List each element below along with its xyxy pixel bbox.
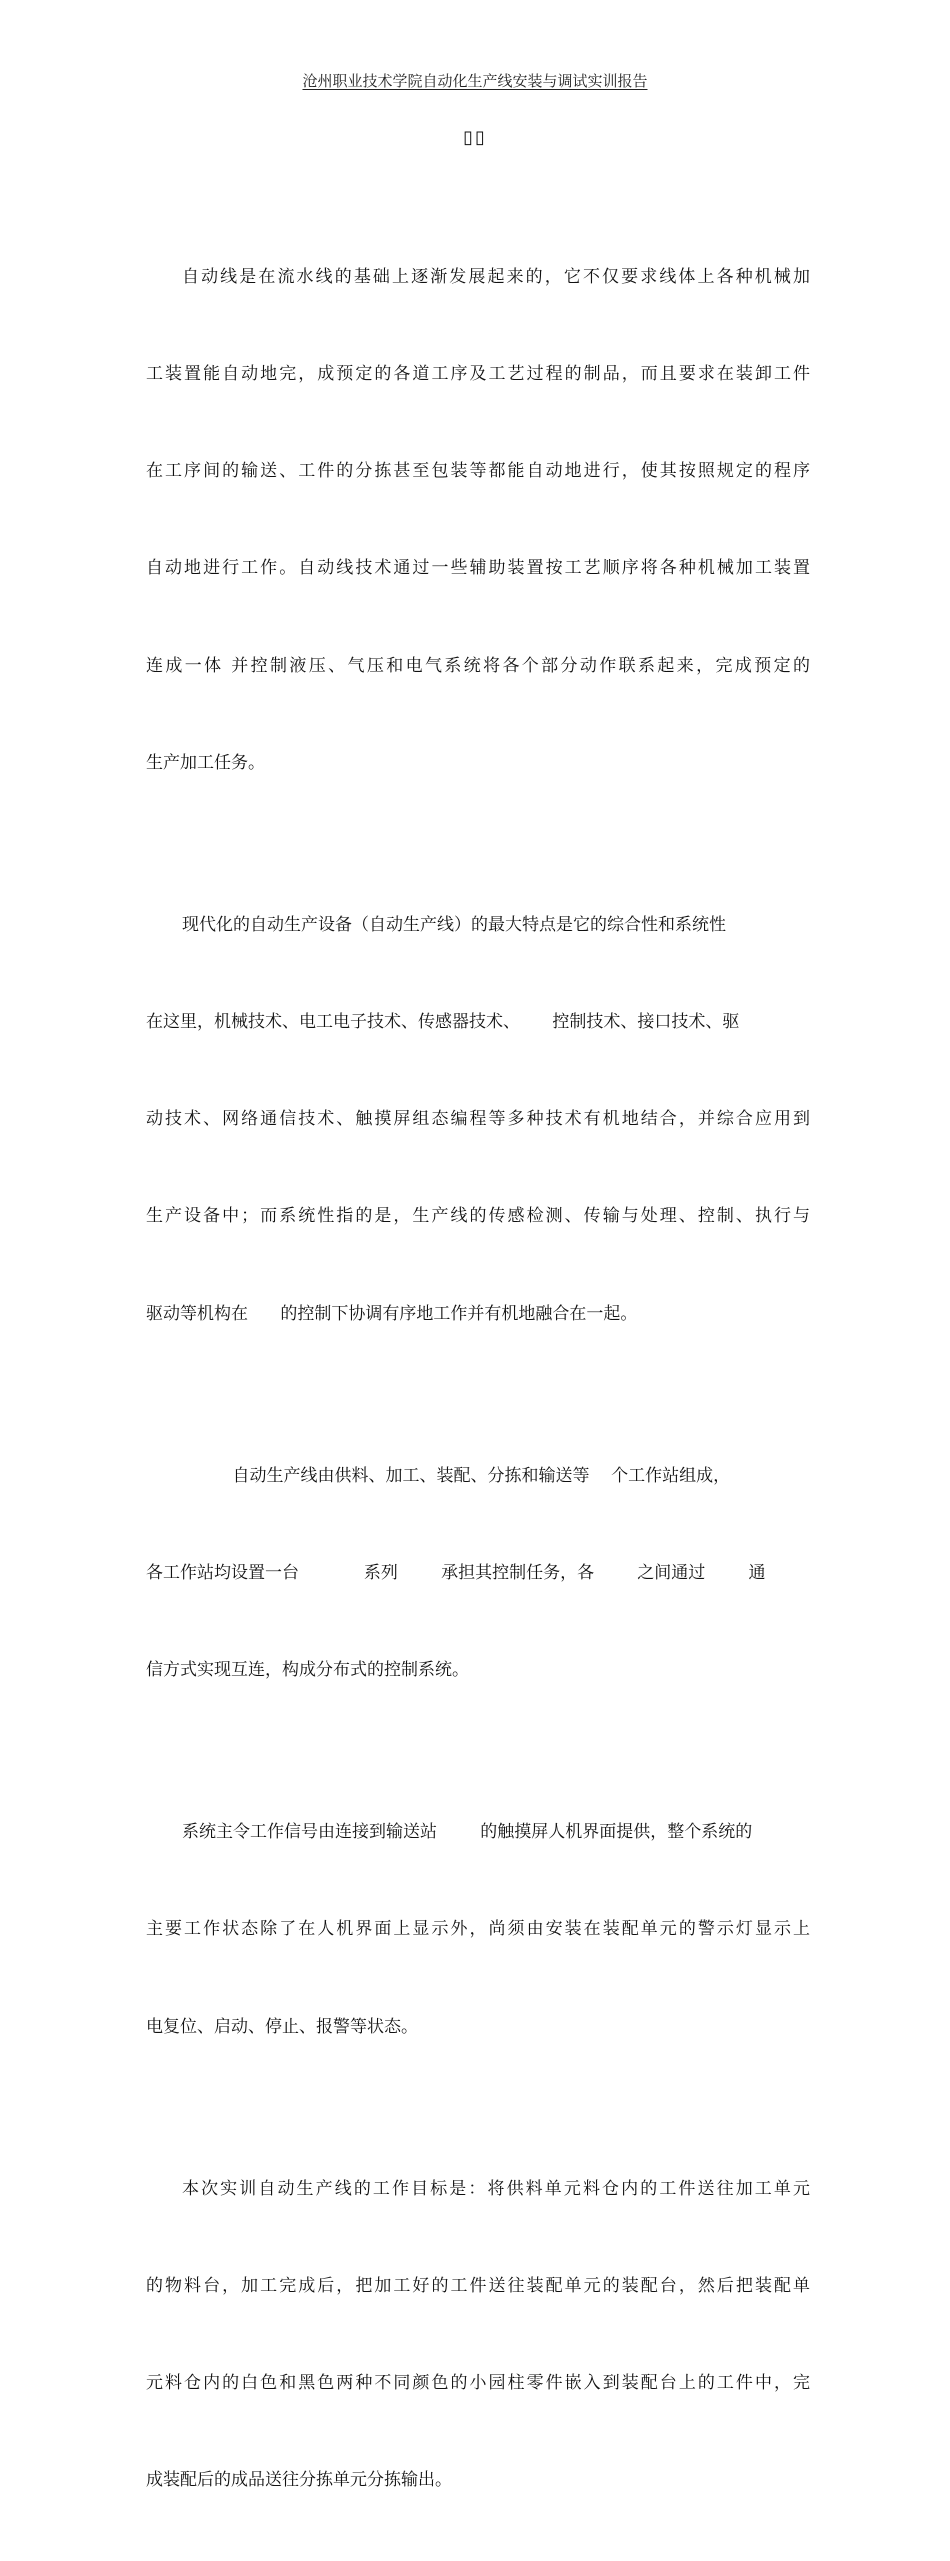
paragraph-line: 各工作站均设置一台 系列 承担其控制任务，各 之间通过 通 (146, 1562, 766, 1583)
paragraph-line: 在这里，机械技术、电工电子技术、传感器技术、 控制技术、接口技术、驱 (146, 1012, 740, 1033)
document-body (146, 196, 810, 2561)
paragraph-line: 的物料台，加工完成后，把加工好的工件送往装配单元的装配台，然后把装配单 (146, 2275, 810, 2296)
paragraph-line: 在工序间的输送、工件的分拣甚至包装等都能自动地进行，使其按照规定的程序 (146, 461, 810, 482)
paragraph-line: 成装配后的成品送往分拣单元分拣输出。 (146, 2470, 452, 2491)
paragraph-line: 现代化的自动生产设备（自动生产线）的最大特点是它的综合性和系统性 (182, 914, 726, 935)
paragraph-line: 工装置能自动地完，成预定的各道工序及工艺过程的制品，而且要求在装卸工件 (146, 364, 810, 385)
paragraph-line: 本次实训自动生产线的工作目标是：将供料单元料仓内的工件送往加工单元 (182, 2178, 810, 2199)
paragraph-line: 电复位、启动、停止、报警等状态。 (146, 2016, 418, 2037)
paragraph-line: 自动地进行工作。自动线技术通过一些辅助装置按工艺顺序将各种机械加工装置 (146, 558, 810, 579)
paragraph-line: 动技术、网络通信技术、触摸屏组态编程等多种技术有机地结合，并综合应用到 (146, 1109, 810, 1130)
paragraph-line: 驱动等机构在 的控制下协调有序地工作并有机地融合在一起。 (146, 1303, 638, 1324)
document-title: ▯▯ (463, 127, 487, 148)
page-header (0, 71, 950, 91)
paragraph-1 (146, 196, 810, 844)
paragraph-line: 元料仓内的白色和黑色两种不同颜色的小园柱零件嵌入到装配台上的工件中，完 (146, 2372, 810, 2393)
paragraph-line: 生产设备中；而系统性指的是，生产线的传感检测、传输与处理、控制、执行与 (146, 1206, 810, 1227)
paragraph-line: 自动生产线由供料、加工、装配、分拣和输送等 个工作站组成， (146, 1465, 731, 1486)
paragraph-line: 主要工作状态除了在人机界面上显示外，尚须由安装在装配单元的警示灯显示上 (146, 1919, 810, 1940)
paragraph-line: 自动线是在流水线的基础上逐渐发展起来的，它不仅要求线体上各种机械加 (182, 266, 810, 287)
paragraph-line: 信方式实现互连，构成分布式的控制系统。 (146, 1660, 469, 1681)
paragraph-line: 连成一体 并控制液压、气压和电气系统将各个部分动作联系起来，完成预定的 (146, 655, 810, 676)
paragraph-2 (146, 844, 810, 1395)
paragraph-line: 生产加工任务。 (146, 752, 265, 773)
page-header-text: 沧州职业技术学院自动化生产线安装与调试实训报告 (302, 72, 648, 90)
paragraph-4 (146, 1751, 810, 2107)
paragraph-3 (146, 1395, 810, 1751)
paragraph-5 (146, 2108, 810, 2561)
paragraph-line: 系统主令工作信号由连接到输送站 的触摸屏人机界面提供，整个系统的 (182, 1822, 753, 1843)
